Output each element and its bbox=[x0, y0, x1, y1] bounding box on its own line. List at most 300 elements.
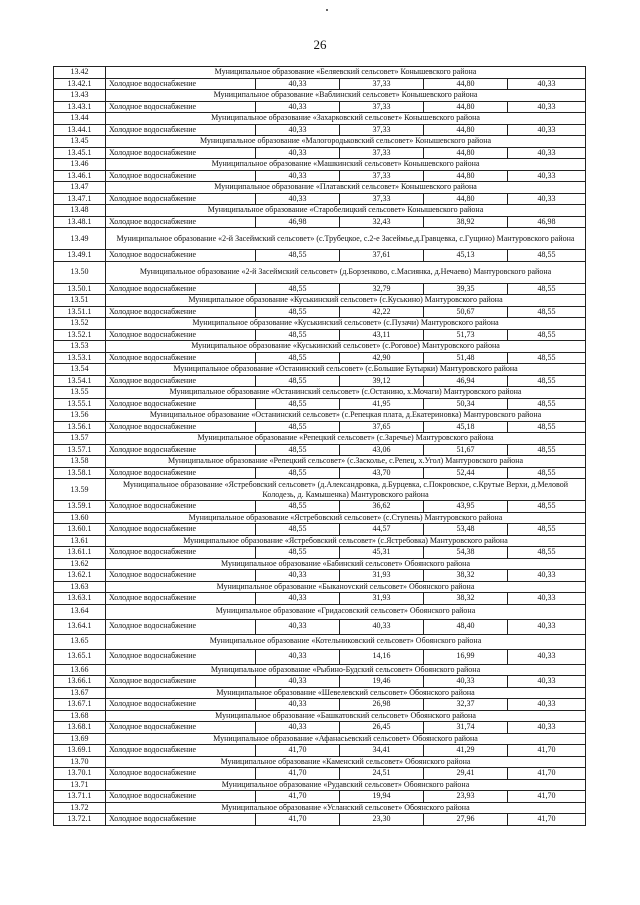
row-number: 13.71.1 bbox=[54, 791, 106, 803]
municipality-title-row bbox=[54, 90, 586, 102]
tariff-value-v3: 51,73 bbox=[424, 329, 508, 341]
tariff-value-v1: 40,33 bbox=[256, 147, 340, 159]
tariff-value-v2: 14,16 bbox=[340, 649, 424, 664]
row-number: 13.64 bbox=[54, 604, 106, 619]
row-number: 13.55 bbox=[54, 387, 106, 399]
tariff-row bbox=[54, 676, 586, 688]
row-number: 13.47 bbox=[54, 182, 106, 194]
tariff-value-v2: 37,33 bbox=[340, 101, 424, 113]
tariff-value-v3: 45,13 bbox=[424, 250, 508, 262]
tariff-row bbox=[54, 421, 586, 433]
tariff-value-v2: 45,31 bbox=[340, 547, 424, 559]
tariff-value-v3: 31,74 bbox=[424, 722, 508, 734]
tariff-value-v2: 43,11 bbox=[340, 329, 424, 341]
municipality-title-row bbox=[54, 136, 586, 148]
tariff-row bbox=[54, 722, 586, 734]
service-name: Холодное водоснабжение bbox=[106, 147, 256, 159]
tariff-value-v3: 16,99 bbox=[424, 649, 508, 664]
row-number: 13.62 bbox=[54, 558, 106, 570]
row-number: 13.50 bbox=[54, 261, 106, 283]
row-number: 13.60.1 bbox=[54, 524, 106, 536]
municipality-title-row bbox=[54, 433, 586, 445]
tariff-value-v1: 40,33 bbox=[256, 78, 340, 90]
tariff-row bbox=[54, 283, 586, 295]
tariff-value-v4: 48,55 bbox=[508, 306, 586, 318]
municipality-title-row bbox=[54, 228, 586, 250]
tariff-value-v1: 40,33 bbox=[256, 170, 340, 182]
tariff-value-v3: 46,94 bbox=[424, 375, 508, 387]
tariff-value-v3: 44,80 bbox=[424, 78, 508, 90]
tariff-value-v3: 29,41 bbox=[424, 768, 508, 780]
tariff-value-v1: 46,98 bbox=[256, 216, 340, 228]
tariff-value-v2: 44,57 bbox=[340, 524, 424, 536]
tariff-row bbox=[54, 791, 586, 803]
municipality-title: Муниципальное образование «Куськинский сельсовет» (с.Роговое) Мантуровского района bbox=[106, 341, 586, 353]
municipality-title-row bbox=[54, 318, 586, 330]
row-number: 13.67 bbox=[54, 687, 106, 699]
service-name: Холодное водоснабжение bbox=[106, 250, 256, 262]
service-name: Холодное водоснабжение bbox=[106, 193, 256, 205]
row-number: 13.69.1 bbox=[54, 745, 106, 757]
tariff-value-v3: 44,80 bbox=[424, 147, 508, 159]
tariff-value-v4: 40,33 bbox=[508, 649, 586, 664]
tariff-value-v4: 40,33 bbox=[508, 78, 586, 90]
tariff-value-v1: 48,55 bbox=[256, 283, 340, 295]
municipality-title: Муниципальное образование «Ястребовский сельсовет» (с.Ступень) Мантуровского района bbox=[106, 512, 586, 524]
municipality-title-row bbox=[54, 802, 586, 814]
tariff-row bbox=[54, 216, 586, 228]
tariff-value-v4: 48,55 bbox=[508, 352, 586, 364]
municipality-title-row bbox=[54, 205, 586, 217]
row-number: 13.51 bbox=[54, 295, 106, 307]
municipality-title-row bbox=[54, 535, 586, 547]
tariff-value-v3: 38,32 bbox=[424, 593, 508, 605]
municipality-title: Муниципальное образование «2-й Засеймский сельсовет» (д.Борзенково, с.Масиянка, д.Нечаево) Мантуровского района bbox=[106, 261, 586, 283]
tariff-value-v1: 41,70 bbox=[256, 768, 340, 780]
municipality-title: Муниципальное образование «Беляевский сельсовет» Конышевского района bbox=[106, 67, 586, 79]
municipality-title-row bbox=[54, 341, 586, 353]
tariff-value-v2: 31,93 bbox=[340, 570, 424, 582]
tariff-value-v4: 48,55 bbox=[508, 421, 586, 433]
row-number: 13.44.1 bbox=[54, 124, 106, 136]
tariff-value-v4: 48,55 bbox=[508, 398, 586, 410]
row-number: 13.54 bbox=[54, 364, 106, 376]
row-number: 13.49.1 bbox=[54, 250, 106, 262]
row-number: 13.68 bbox=[54, 710, 106, 722]
row-number: 13.62.1 bbox=[54, 570, 106, 582]
tariff-row bbox=[54, 124, 586, 136]
tariff-value-v3: 23,93 bbox=[424, 791, 508, 803]
tariff-value-v4: 40,33 bbox=[508, 170, 586, 182]
tariff-value-v2: 40,33 bbox=[340, 619, 424, 634]
tariff-value-v2: 23,30 bbox=[340, 814, 424, 826]
tariff-value-v4: 40,33 bbox=[508, 147, 586, 159]
tariff-value-v2: 19,94 bbox=[340, 791, 424, 803]
row-number: 13.52 bbox=[54, 318, 106, 330]
tariff-row bbox=[54, 524, 586, 536]
tariff-value-v2: 39,12 bbox=[340, 375, 424, 387]
municipality-title: Муниципальное образование «Рыбино-Будский сельсовет» Обоянского района bbox=[106, 664, 586, 676]
tariff-value-v2: 32,79 bbox=[340, 283, 424, 295]
tariff-value-v1: 41,70 bbox=[256, 745, 340, 757]
service-name: Холодное водоснабжение bbox=[106, 375, 256, 387]
row-number: 13.51.1 bbox=[54, 306, 106, 318]
tariff-value-v2: 37,33 bbox=[340, 78, 424, 90]
municipality-title-row bbox=[54, 364, 586, 376]
row-number: 13.63.1 bbox=[54, 593, 106, 605]
row-number: 13.46.1 bbox=[54, 170, 106, 182]
municipality-title-row bbox=[54, 512, 586, 524]
row-number: 13.43.1 bbox=[54, 101, 106, 113]
service-name: Холодное водоснабжение bbox=[106, 170, 256, 182]
municipality-title: Муниципальное образование «Останинский сельсовет» (с.Репецкая плата, д.Екатериновка) Мантуровского района bbox=[106, 410, 586, 422]
tariff-row bbox=[54, 814, 586, 826]
row-number: 13.70 bbox=[54, 756, 106, 768]
row-number: 13.71 bbox=[54, 779, 106, 791]
row-number: 13.68.1 bbox=[54, 722, 106, 734]
row-number: 13.70.1 bbox=[54, 768, 106, 780]
tariff-value-v4: 48,55 bbox=[508, 524, 586, 536]
tariff-value-v4: 41,70 bbox=[508, 768, 586, 780]
tariff-table bbox=[53, 66, 586, 826]
municipality-title-row bbox=[54, 710, 586, 722]
tariff-row bbox=[54, 619, 586, 634]
row-number: 13.66 bbox=[54, 664, 106, 676]
tariff-value-v3: 40,33 bbox=[424, 676, 508, 688]
row-number: 13.65.1 bbox=[54, 649, 106, 664]
municipality-title: Муниципальное образование «Куськинский сельсовет» (с.Пузачи) Мантуровского района bbox=[106, 318, 586, 330]
municipality-title-row bbox=[54, 387, 586, 399]
tariff-value-v4: 41,70 bbox=[508, 814, 586, 826]
municipality-title: Муниципальное образование «Куськинский сельсовет» (с.Куськино) Мантуровского района bbox=[106, 295, 586, 307]
service-name: Холодное водоснабжение bbox=[106, 352, 256, 364]
service-name: Холодное водоснабжение bbox=[106, 398, 256, 410]
tariff-value-v2: 41,95 bbox=[340, 398, 424, 410]
tariff-value-v2: 42,22 bbox=[340, 306, 424, 318]
row-number: 13.48.1 bbox=[54, 216, 106, 228]
tariff-value-v1: 48,55 bbox=[256, 467, 340, 479]
tariff-value-v2: 42,90 bbox=[340, 352, 424, 364]
tariff-row bbox=[54, 193, 586, 205]
tariff-value-v4: 48,55 bbox=[508, 444, 586, 456]
municipality-title-row bbox=[54, 159, 586, 171]
service-name: Холодное водоснабжение bbox=[106, 791, 256, 803]
tariff-value-v3: 44,80 bbox=[424, 170, 508, 182]
tariff-value-v4: 40,33 bbox=[508, 193, 586, 205]
tariff-value-v2: 34,41 bbox=[340, 745, 424, 757]
tariff-row bbox=[54, 375, 586, 387]
tariff-value-v1: 48,55 bbox=[256, 501, 340, 513]
row-number: 13.48 bbox=[54, 205, 106, 217]
row-number: 13.47.1 bbox=[54, 193, 106, 205]
row-number: 13.67.1 bbox=[54, 699, 106, 711]
municipality-title: Муниципальное образование «Ястребовский сельсовет» (с.Ястребовка) Мантуровского района bbox=[106, 535, 586, 547]
service-name: Холодное водоснабжение bbox=[106, 467, 256, 479]
tariff-value-v3: 50,67 bbox=[424, 306, 508, 318]
tariff-value-v3: 50,34 bbox=[424, 398, 508, 410]
tariff-value-v2: 26,45 bbox=[340, 722, 424, 734]
tariff-value-v2: 37,65 bbox=[340, 421, 424, 433]
tariff-value-v1: 40,33 bbox=[256, 619, 340, 634]
tariff-value-v3: 45,18 bbox=[424, 421, 508, 433]
municipality-title: Муниципальное образование «Платавский сельсовет» Конышевского района bbox=[106, 182, 586, 194]
tariff-value-v1: 48,55 bbox=[256, 329, 340, 341]
tariff-row bbox=[54, 570, 586, 582]
tariff-value-v1: 48,55 bbox=[256, 352, 340, 364]
row-number: 13.61.1 bbox=[54, 547, 106, 559]
row-number: 13.50.1 bbox=[54, 283, 106, 295]
municipality-title: Муниципальное образование «Усланский сельсовет» Обоянского района bbox=[106, 802, 586, 814]
service-name: Холодное водоснабжение bbox=[106, 814, 256, 826]
tariff-value-v4: 48,55 bbox=[508, 501, 586, 513]
tariff-value-v4: 48,55 bbox=[508, 329, 586, 341]
municipality-title: Муниципальное образование «Бабинский сельсовет» Обоянского района bbox=[106, 558, 586, 570]
row-number: 13.60 bbox=[54, 512, 106, 524]
tariff-value-v4: 40,33 bbox=[508, 676, 586, 688]
municipality-title: Муниципальное образование «Котельниковский сельсовет» Обоянского района bbox=[106, 634, 586, 649]
municipality-title-row bbox=[54, 664, 586, 676]
service-name: Холодное водоснабжение bbox=[106, 593, 256, 605]
row-number: 13.59.1 bbox=[54, 501, 106, 513]
municipality-title-row bbox=[54, 604, 586, 619]
municipality-title-row bbox=[54, 261, 586, 283]
municipality-title-row bbox=[54, 687, 586, 699]
municipality-title-row bbox=[54, 67, 586, 79]
tariff-row bbox=[54, 745, 586, 757]
tariff-table-body bbox=[54, 67, 586, 826]
row-number: 13.72.1 bbox=[54, 814, 106, 826]
municipality-title-row bbox=[54, 581, 586, 593]
tariff-row bbox=[54, 170, 586, 182]
tariff-value-v1: 48,55 bbox=[256, 250, 340, 262]
tariff-value-v3: 51,48 bbox=[424, 352, 508, 364]
tariff-row bbox=[54, 101, 586, 113]
tariff-value-v2: 32,43 bbox=[340, 216, 424, 228]
tariff-row bbox=[54, 547, 586, 559]
tariff-row bbox=[54, 398, 586, 410]
tariff-value-v2: 37,33 bbox=[340, 193, 424, 205]
service-name: Холодное водоснабжение bbox=[106, 768, 256, 780]
row-number: 13.63 bbox=[54, 581, 106, 593]
service-name: Холодное водоснабжение bbox=[106, 699, 256, 711]
municipality-title-row bbox=[54, 410, 586, 422]
service-name: Холодное водоснабжение bbox=[106, 524, 256, 536]
tariff-value-v1: 40,33 bbox=[256, 101, 340, 113]
tariff-row bbox=[54, 699, 586, 711]
tariff-row bbox=[54, 501, 586, 513]
row-number: 13.45 bbox=[54, 136, 106, 148]
row-number: 13.64.1 bbox=[54, 619, 106, 634]
service-name: Холодное водоснабжение bbox=[106, 547, 256, 559]
municipality-title: Муниципальное образование «Быканovский сельсовет» Обоянского района bbox=[106, 581, 586, 593]
municipality-title: Муниципальное образование «Репецкий сельсовет» (с.Засколье, с.Репец, х.Угол) Мантуровского района bbox=[106, 456, 586, 468]
service-name: Холодное водоснабжение bbox=[106, 722, 256, 734]
service-name: Холодное водоснабжение bbox=[106, 619, 256, 634]
tariff-value-v3: 44,80 bbox=[424, 193, 508, 205]
municipality-title-row bbox=[54, 558, 586, 570]
service-name: Холодное водоснабжение bbox=[106, 444, 256, 456]
tariff-row bbox=[54, 593, 586, 605]
tariff-value-v3: 38,92 bbox=[424, 216, 508, 228]
municipality-title-row bbox=[54, 634, 586, 649]
tariff-value-v4: 40,33 bbox=[508, 699, 586, 711]
municipality-title: Муниципальное образование «Репецкий сельсовет» (с.Заречье) Мантуровского района bbox=[106, 433, 586, 445]
service-name: Холодное водоснабжение bbox=[106, 676, 256, 688]
tariff-value-v3: 43,95 bbox=[424, 501, 508, 513]
municipality-title-row bbox=[54, 779, 586, 791]
service-name: Холодное водоснабжение bbox=[106, 329, 256, 341]
row-number: 13.45.1 bbox=[54, 147, 106, 159]
tariff-value-v2: 24,51 bbox=[340, 768, 424, 780]
row-number: 13.42 bbox=[54, 67, 106, 79]
tariff-value-v1: 40,33 bbox=[256, 649, 340, 664]
row-number: 13.66.1 bbox=[54, 676, 106, 688]
tariff-value-v2: 26,98 bbox=[340, 699, 424, 711]
tariff-value-v1: 48,55 bbox=[256, 375, 340, 387]
tariff-value-v3: 51,67 bbox=[424, 444, 508, 456]
row-number: 13.56.1 bbox=[54, 421, 106, 433]
row-number: 13.52.1 bbox=[54, 329, 106, 341]
row-number: 13.65 bbox=[54, 634, 106, 649]
municipality-title: Муниципальное образование «Афанасьевский сельсовет» Обоянского района bbox=[106, 733, 586, 745]
row-number: 13.55.1 bbox=[54, 398, 106, 410]
tariff-value-v4: 41,70 bbox=[508, 745, 586, 757]
municipality-title: Муниципальное образование «Останинский сельсовет» (с.Большие Бутырки) Мантуровского района bbox=[106, 364, 586, 376]
tariff-row bbox=[54, 329, 586, 341]
tariff-value-v4: 48,55 bbox=[508, 283, 586, 295]
tariff-row bbox=[54, 352, 586, 364]
service-name: Холодное водоснабжение bbox=[106, 649, 256, 664]
tariff-value-v4: 40,33 bbox=[508, 593, 586, 605]
tariff-value-v2: 37,33 bbox=[340, 147, 424, 159]
row-number: 13.59 bbox=[54, 479, 106, 501]
tariff-value-v3: 44,80 bbox=[424, 124, 508, 136]
row-number: 13.57 bbox=[54, 433, 106, 445]
tariff-value-v4: 41,70 bbox=[508, 791, 586, 803]
tariff-value-v1: 40,33 bbox=[256, 193, 340, 205]
tariff-value-v2: 43,70 bbox=[340, 467, 424, 479]
municipality-title: Муниципальное образование «Башкатовский сельсовет» Обоянского района bbox=[106, 710, 586, 722]
service-name: Холодное водоснабжение bbox=[106, 421, 256, 433]
tariff-row bbox=[54, 147, 586, 159]
service-name: Холодное водоснабжение bbox=[106, 78, 256, 90]
tariff-row bbox=[54, 444, 586, 456]
tariff-value-v1: 48,55 bbox=[256, 398, 340, 410]
tariff-value-v1: 40,33 bbox=[256, 722, 340, 734]
tariff-value-v3: 38,32 bbox=[424, 570, 508, 582]
tariff-value-v1: 40,33 bbox=[256, 124, 340, 136]
tariff-value-v3: 54,38 bbox=[424, 547, 508, 559]
tariff-value-v3: 53,48 bbox=[424, 524, 508, 536]
tariff-value-v1: 48,55 bbox=[256, 306, 340, 318]
municipality-title-row bbox=[54, 113, 586, 125]
scan-speck bbox=[326, 9, 328, 11]
tariff-value-v3: 48,40 bbox=[424, 619, 508, 634]
tariff-value-v1: 40,33 bbox=[256, 676, 340, 688]
row-number: 13.53 bbox=[54, 341, 106, 353]
tariff-value-v3: 41,29 bbox=[424, 745, 508, 757]
tariff-value-v1: 48,55 bbox=[256, 524, 340, 536]
municipality-title: Муниципальное образование «Малогородьковский сельсовет» Конышевского района bbox=[106, 136, 586, 148]
row-number: 13.72 bbox=[54, 802, 106, 814]
row-number: 13.42.1 bbox=[54, 78, 106, 90]
row-number: 13.56 bbox=[54, 410, 106, 422]
municipality-title-row bbox=[54, 733, 586, 745]
row-number: 13.49 bbox=[54, 228, 106, 250]
tariff-value-v2: 36,62 bbox=[340, 501, 424, 513]
municipality-title: Муниципальное образование «Ястребовский сельсовет» (д.Александровка, д.Бурцевка, с.Покровское, с.Крутые Верхи, д.Меловой Колодезь, д. Камышенка) Мантуровского района bbox=[106, 479, 586, 501]
tariff-row bbox=[54, 306, 586, 318]
municipality-title-row bbox=[54, 182, 586, 194]
municipality-title: Муниципальное образование «Гридасовский сельсовет» Обоянского района bbox=[106, 604, 586, 619]
tariff-value-v1: 41,70 bbox=[256, 791, 340, 803]
municipality-title: Муниципальное образование «Машкинский сельсовет» Конышевского района bbox=[106, 159, 586, 171]
tariff-value-v1: 40,33 bbox=[256, 593, 340, 605]
row-number: 13.54.1 bbox=[54, 375, 106, 387]
tariff-value-v4: 46,98 bbox=[508, 216, 586, 228]
municipality-title: Муниципальное образование «Рудавский сельсовет» Обоянского района bbox=[106, 779, 586, 791]
tariff-value-v2: 43,06 bbox=[340, 444, 424, 456]
tariff-value-v4: 48,55 bbox=[508, 375, 586, 387]
tariff-value-v1: 48,55 bbox=[256, 421, 340, 433]
municipality-title: Муниципальное образование «Захарковский сельсовет» Конышевского района bbox=[106, 113, 586, 125]
tariff-value-v1: 48,55 bbox=[256, 547, 340, 559]
row-number: 13.61 bbox=[54, 535, 106, 547]
tariff-value-v3: 44,80 bbox=[424, 101, 508, 113]
row-number: 13.43 bbox=[54, 90, 106, 102]
tariff-value-v1: 40,33 bbox=[256, 570, 340, 582]
tariff-value-v4: 48,55 bbox=[508, 467, 586, 479]
row-number: 13.53.1 bbox=[54, 352, 106, 364]
tariff-value-v3: 52,44 bbox=[424, 467, 508, 479]
service-name: Холодное водоснабжение bbox=[106, 216, 256, 228]
tariff-row bbox=[54, 649, 586, 664]
tariff-value-v2: 37,33 bbox=[340, 170, 424, 182]
municipality-title-row bbox=[54, 479, 586, 501]
tariff-row bbox=[54, 467, 586, 479]
page-number: 26 bbox=[313, 37, 327, 52]
service-name: Холодное водоснабжение bbox=[106, 570, 256, 582]
tariff-row bbox=[54, 250, 586, 262]
row-number: 13.46 bbox=[54, 159, 106, 171]
tariff-value-v4: 48,55 bbox=[508, 547, 586, 559]
municipality-title: Муниципальное образование «Старобелицкий сельсовет» Конышевского района bbox=[106, 205, 586, 217]
tariff-value-v4: 40,33 bbox=[508, 101, 586, 113]
tariff-value-v1: 40,33 bbox=[256, 699, 340, 711]
tariff-row bbox=[54, 768, 586, 780]
service-name: Холодное водоснабжение bbox=[106, 101, 256, 113]
row-number: 13.57.1 bbox=[54, 444, 106, 456]
service-name: Холодное водоснабжение bbox=[106, 124, 256, 136]
tariff-value-v4: 48,55 bbox=[508, 250, 586, 262]
tariff-value-v4: 40,33 bbox=[508, 124, 586, 136]
tariff-value-v2: 37,61 bbox=[340, 250, 424, 262]
municipality-title: Муниципальное образование «Шевелевский сельсовет» Обоянского района bbox=[106, 687, 586, 699]
tariff-value-v1: 41,70 bbox=[256, 814, 340, 826]
tariff-value-v1: 48,55 bbox=[256, 444, 340, 456]
tariff-value-v2: 19,46 bbox=[340, 676, 424, 688]
tariff-value-v4: 40,33 bbox=[508, 722, 586, 734]
tariff-row bbox=[54, 78, 586, 90]
municipality-title-row bbox=[54, 295, 586, 307]
municipality-title: Муниципальное образование «Останинский сельсовет» (с.Останино, х.Мочаги) Мантуровского района bbox=[106, 387, 586, 399]
service-name: Холодное водоснабжение bbox=[106, 283, 256, 295]
municipality-title: Муниципальное образование «2-й Засеймский сельсовет» (с.Трубецкое, с.2-е Засеймье,д.Гравцевка, с.Гущино) Мантуровского района bbox=[106, 228, 586, 250]
municipality-title-row bbox=[54, 456, 586, 468]
row-number: 13.44 bbox=[54, 113, 106, 125]
municipality-title-row bbox=[54, 756, 586, 768]
tariff-value-v4: 40,33 bbox=[508, 619, 586, 634]
